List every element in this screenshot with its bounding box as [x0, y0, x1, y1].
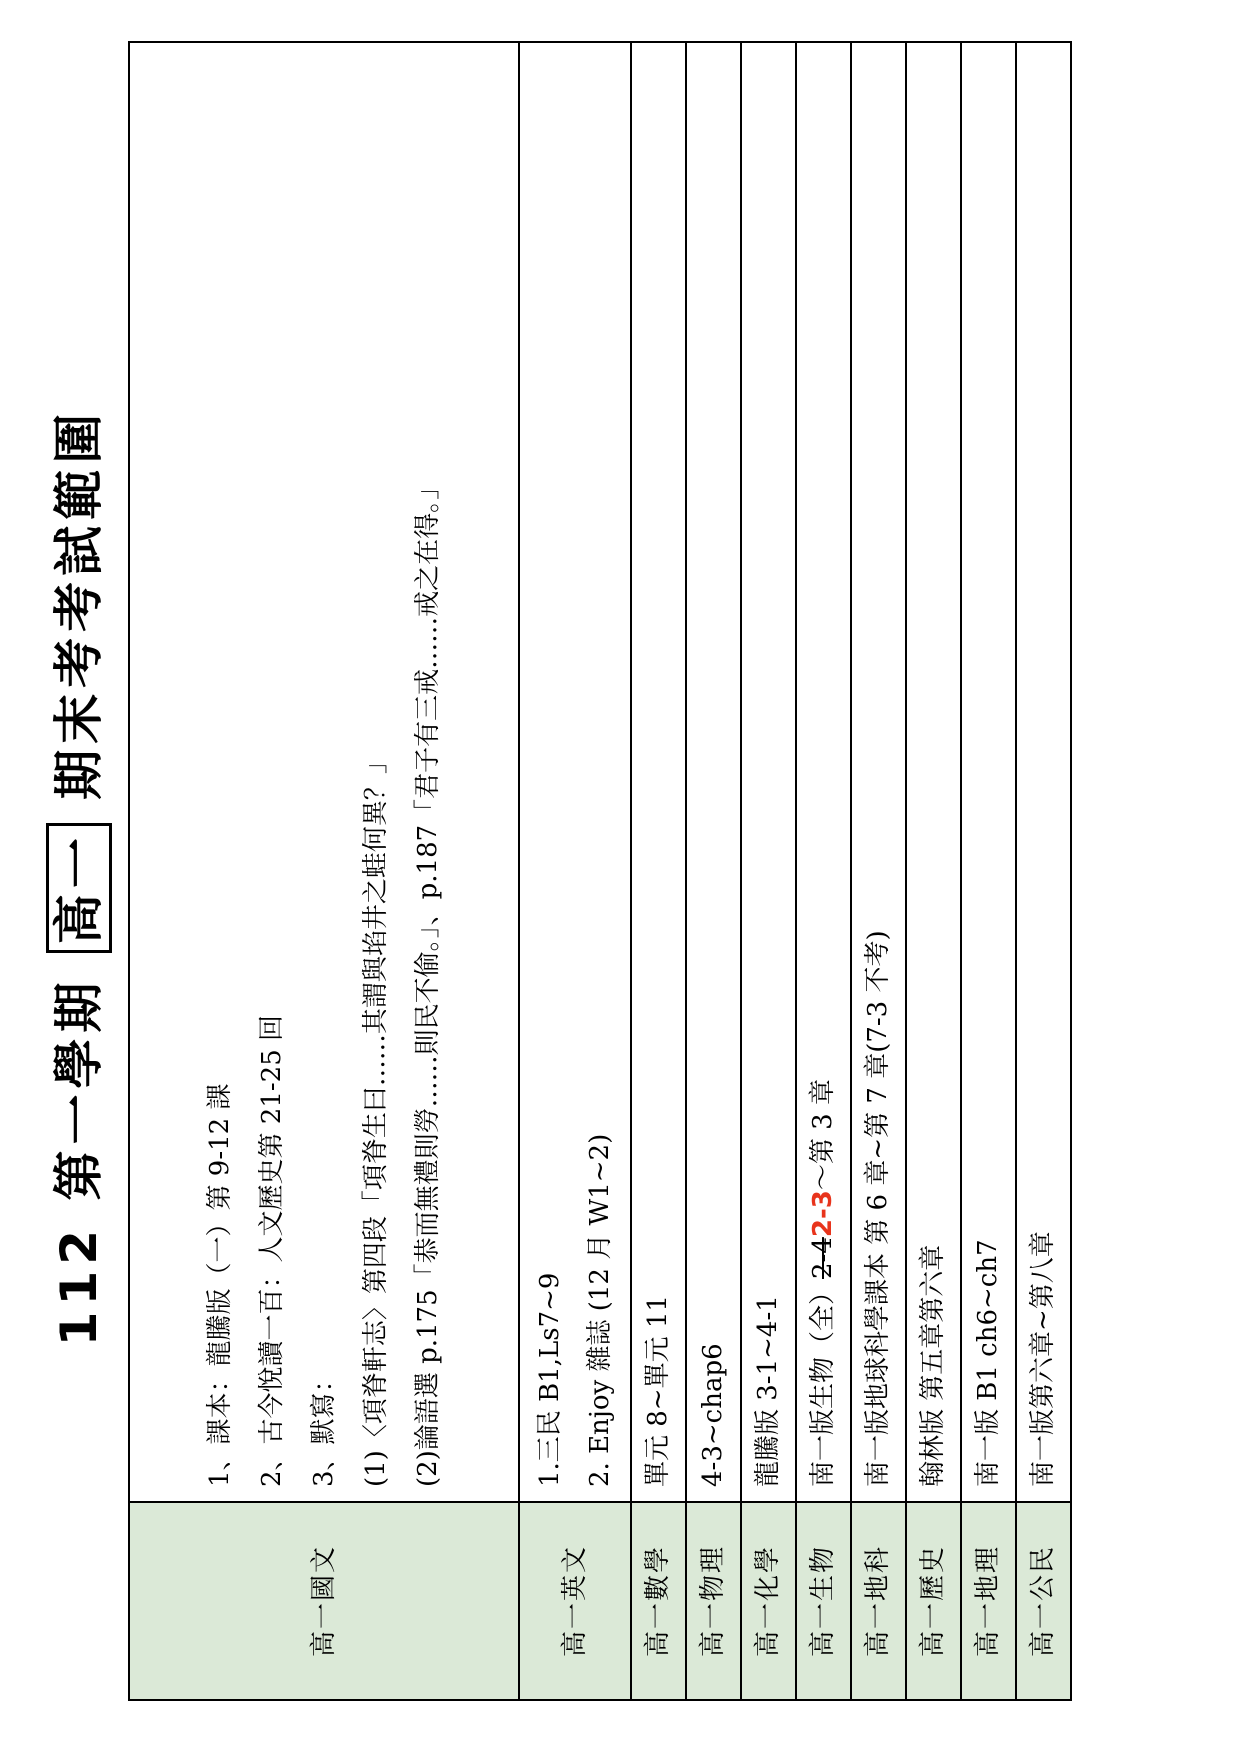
row-english	[519, 42, 631, 1700]
row-geography	[961, 42, 1016, 1700]
content-cell: 4-3~chap6	[686, 42, 741, 1502]
exam-scope-table	[128, 41, 1072, 1701]
row-chinese	[129, 42, 519, 1700]
content-line: 2. Enjoy 雜誌 (12 月 W1~2)	[585, 1133, 615, 1487]
subject-cell: 高一公民	[1016, 1502, 1071, 1700]
content-line: 3、默寫：	[309, 1366, 339, 1487]
content-cell: 南一版 B1 ch6~ch7	[961, 42, 1016, 1502]
content-line: 1、課本：龍騰版（一）第 9-12 課	[205, 1083, 235, 1487]
subject-cell: 高一物理	[686, 1502, 741, 1700]
row-history	[906, 42, 961, 1700]
biology-text-after: ～第 3 章	[808, 1079, 838, 1191]
content-cell: 翰林版 第五章第六章	[906, 42, 961, 1502]
subject-cell: 高一歷史	[906, 1502, 961, 1700]
content-line: (2)論語選 p.175「恭而無禮則勞……則民不偷。」、p.187「君子有三戒……戒之在得。」	[413, 473, 443, 1487]
biology-struck-range: 2-4	[808, 1237, 838, 1279]
content-cell	[796, 42, 851, 1502]
subject-cell: 高一化學	[741, 1502, 796, 1700]
row-civics	[1016, 42, 1071, 1700]
title-prefix: 112 第一學期	[50, 976, 108, 1347]
row-biology	[796, 42, 851, 1700]
content-cell	[129, 42, 519, 1502]
subject-cell: 高一英文	[519, 1502, 631, 1700]
content-line: 2、古今悅讀一百：人文歷史第 21-25 回	[257, 1014, 287, 1487]
row-math	[631, 42, 686, 1700]
row-physics	[686, 42, 741, 1700]
subject-cell: 高一數學	[631, 1502, 686, 1700]
content-line: (1)〈項脊軒志〉第四段「項脊生曰……其謂與埳井之蛙何異？」	[361, 748, 391, 1487]
content-cell: 單元 8~單元 11	[631, 42, 686, 1502]
subject-cell: 高一國文	[129, 1502, 519, 1700]
page-title	[44, 27, 114, 1727]
row-earth-science	[851, 42, 906, 1700]
biology-corrected-range: 2-3	[808, 1190, 838, 1238]
content-line: 1.三民 B1,Ls7~9	[535, 1272, 565, 1487]
subject-cell: 高一生物	[796, 1502, 851, 1700]
row-chemistry	[741, 42, 796, 1700]
rotated-landscape-sheet	[0, 27, 1140, 1727]
content-cell	[519, 42, 631, 1502]
subject-cell: 高一地理	[961, 1502, 1016, 1700]
title-grade-boxed: 高一	[46, 823, 112, 953]
biology-text-before: 南一版生物（全）	[808, 1278, 838, 1487]
title-suffix: 期末考考試範圍	[50, 407, 108, 800]
content-cell: 南一版地球科學課本 第 6 章~第 7 章(7-3 不考)	[851, 42, 906, 1502]
content-cell: 南一版第六章~第八章	[1016, 42, 1071, 1502]
subject-cell: 高一地科	[851, 1502, 906, 1700]
content-cell: 龍騰版 3-1~4-1	[741, 42, 796, 1502]
